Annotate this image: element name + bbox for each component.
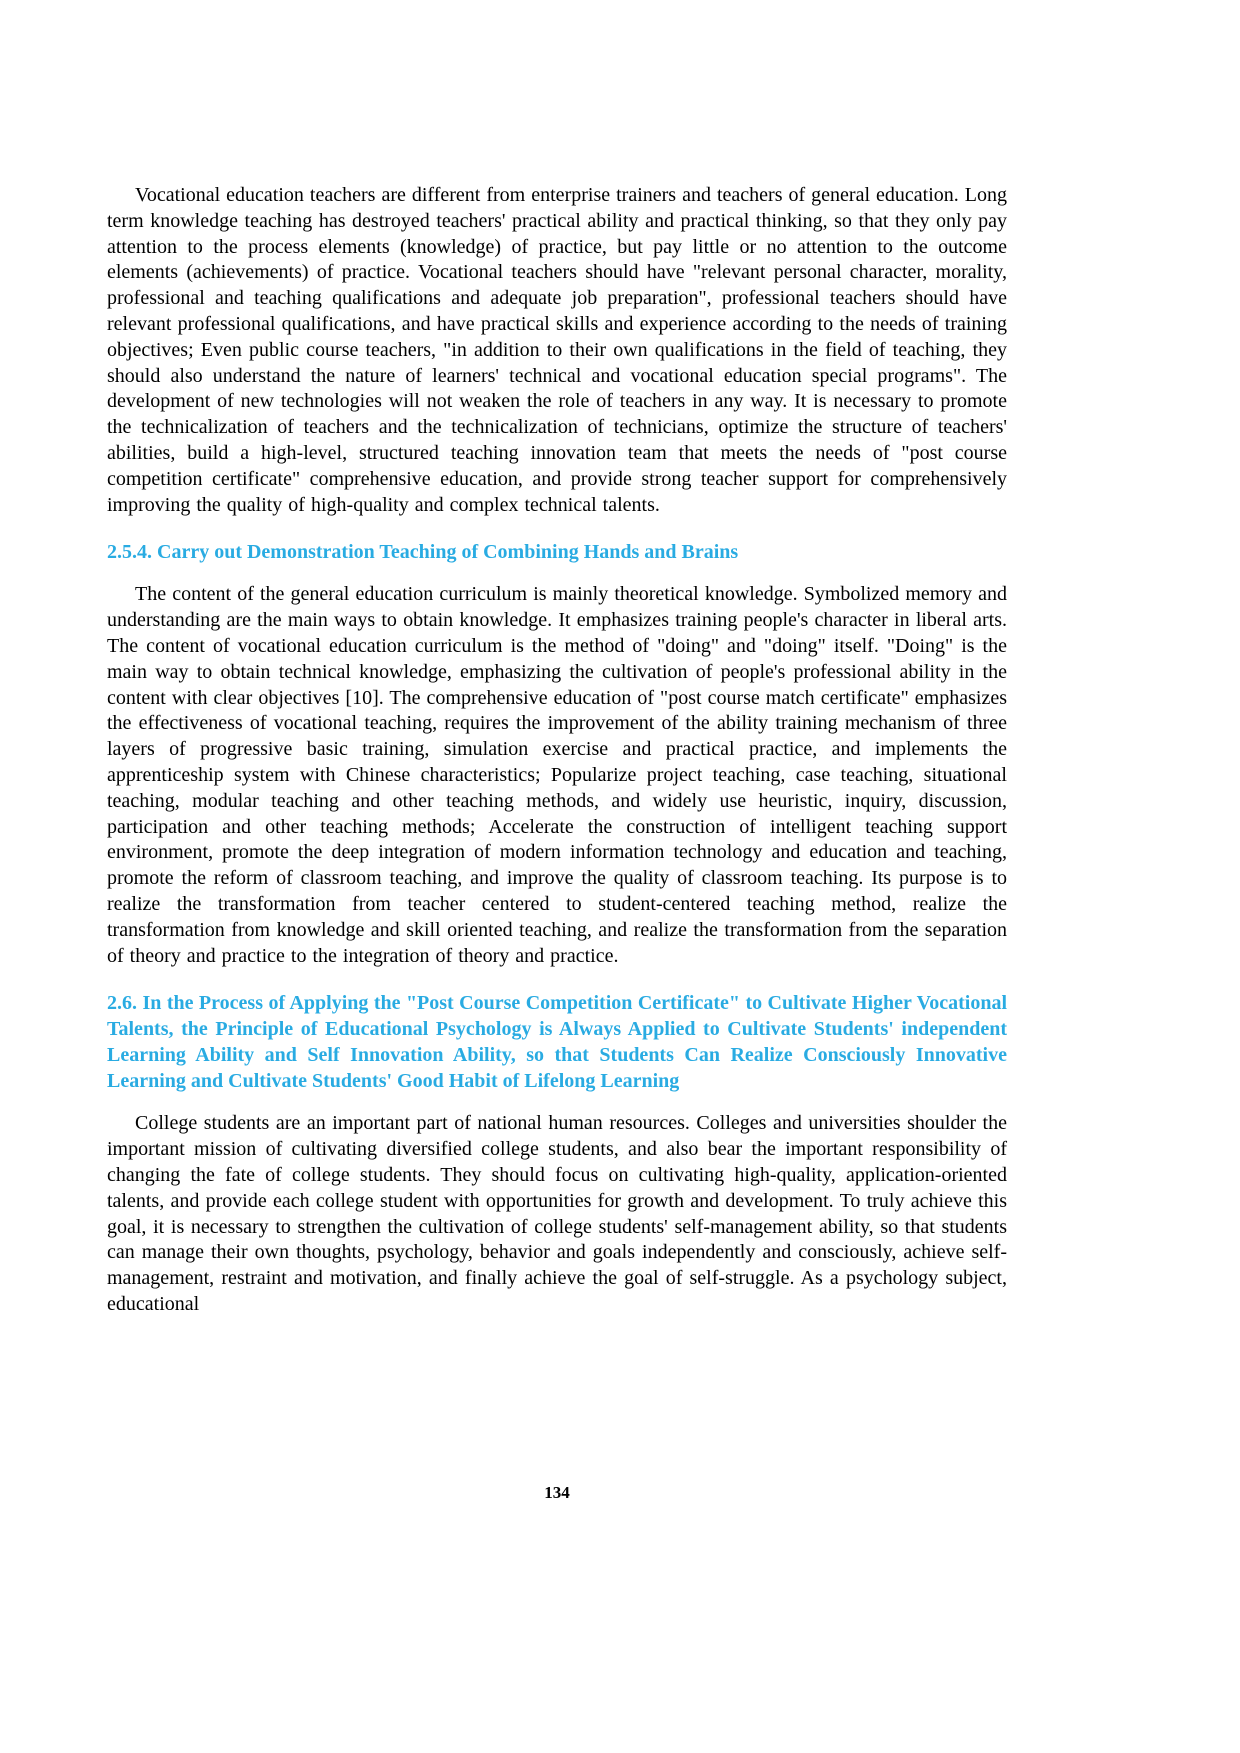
paragraph-college-students: College students are an important part of national human resources. Colleges and universities shoulder the important mission of cultivating diversified college students, and also bear the important responsibility of changing the fate of college students. They should focus on cultivating high-quality, application-oriented talents, and provide each college student with opportunities for growth and development. To truly achieve this goal, it is necessary to strengthen the cultivation of college students' self-management ability, so that students can manage their own thoughts, psychology, behavior and goals independently and consciously, achieve self-management, restraint and motivation, and finally achieve the goal of self-struggle. As a psychology subject, educational	[107, 1112, 1007, 1315]
section-heading-2-5-4: 2.5.4. Carry out Demonstration Teaching of Combining Hands and Brains	[107, 541, 739, 564]
section-heading-2-6: 2.6. In the Process of Applying the "Post Course Competition Certificate" to Cultivate Higher Vocational Talents, the Principle of Educational Psychology is Always Applied to Cultivate Students' independent Learning Ability and Self Innovation Ability, so that Students Can Realize Consciously Innovative Learning and Cultivate Students' Good Habit of Lifelong Learning	[107, 992, 1007, 1093]
paragraph-curriculum: The content of the general education curriculum is mainly theoretical knowledge. Symbolized memory and understanding are the main ways to obtain knowledge. It emphasizes training people's character in liberal arts. The content of vocational education curriculum is the method of "doing" and "doing" itself. "Doing" is the main way to obtain technical knowledge, emphasizing the cultivation of people's professional ability in the content with clear objectives [10]. The comprehensive education of "post course match certificate" emphasizes the effectiveness of vocational teaching, requires the improvement of the ability training mechanism of three layers of progressive basic training, simulation exercise and practical practice, and implements the apprenticeship system with Chinese characteristics; Popularize project teaching, case teaching, situational teaching, modular teaching and other teaching methods, and widely use heuristic, inquiry, discussion, participation and other teaching methods; Accelerate the construction of intelligent teaching support environment, promote the deep integration of modern information technology and education and teaching, promote the reform of classroom teaching, and improve the quality of classroom teaching. Its purpose is to realize the transformation from teacher centered to student-centered teaching method, realize the transformation from knowledge and skill oriented teaching, and realize the transformation from the separation of theory and practice to the integration of theory and practice.	[107, 583, 1007, 967]
paragraph-teachers: Vocational education teachers are different from enterprise trainers and teachers of general education. Long term knowledge teaching has destroyed teachers' practical ability and practical thinking, so that they only pay attention to the process elements (knowledge) of practice, but pay little or no attention to the outcome elements (achievements) of practice. Vocational teachers should have "relevant personal character, morality, professional and teaching qualifications and adequate job preparation", professional teachers should have relevant professional qualifications, and have practical skills and experience according to the needs of training objectives; Even public course teachers, "in addition to their own qualifications in the field of teaching, they should also understand the nature of learners' technical and vocational education special programs". The development of new technologies will not weaken the role of teachers in any way. It is necessary to promote the technicalization of teachers and the technicalization of technicians, optimize the structure of teachers' abilities, build a high-level, structured teaching innovation team that meets the needs of "post course competition certificate" comprehensive education, and provide strong teacher support for comprehensively improving the quality of high-quality and complex technical talents.	[107, 184, 1007, 516]
page-number: 134	[544, 1483, 570, 1502]
page-content	[107, 183, 1007, 1318]
